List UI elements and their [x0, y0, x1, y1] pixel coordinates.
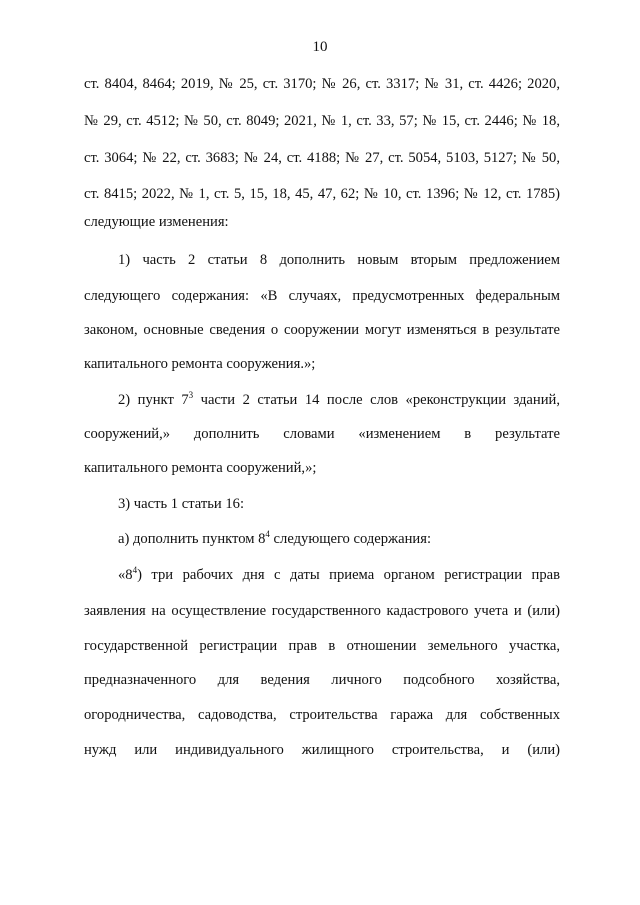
text-line [118, 391, 560, 409]
superscript: 4 [132, 565, 138, 575]
page-number: 10 [312, 39, 328, 55]
text-line: № 29, ст. 4512; № 50, ст. 8049; 2021, № 1, ст. 33, 57; № 15, ст. 2446; № 18, [84, 113, 560, 129]
text-line: ст. 8415; 2022, № 1, ст. 5, 15, 18, 45, 47, 62; № 10, ст. 1396; № 12, ст. 1785) [84, 186, 560, 202]
text-line: капитального ремонта сооружений,»; [84, 460, 317, 476]
text-line: капитального ремонта сооружения.»; [84, 356, 316, 372]
superscript: 3 [188, 390, 194, 400]
text-line [118, 530, 560, 548]
text-line: огородничества, садоводства, строительства гаража для собственных [84, 707, 560, 723]
text-line: следующие изменения: [84, 214, 229, 230]
text-line: нужд или индивидуального жилищного строительства, и (или) [84, 742, 560, 758]
text-fragment: следующего содержания: [269, 531, 432, 547]
text-fragment: ) три рабочих дня с даты приема органом регистрации прав [137, 567, 560, 583]
text-line: государственной регистрации прав в отношении земельного участка, [84, 638, 560, 654]
text-line: ст. 3064; № 22, ст. 3683; № 24, ст. 4188; № 27, ст. 5054, 5103, 5127; № 50, [84, 150, 560, 166]
text-line: 1) часть 2 статьи 8 дополнить новым вторым предложением [118, 252, 560, 268]
text-fragment: а) дополнить пунктом 8 [118, 531, 266, 547]
text-fragment: части 2 статьи 14 после слов «реконструкции зданий, [193, 392, 560, 408]
text-line: законом, основные сведения о сооружении могут изменяться в результате [84, 322, 560, 338]
text-fragment: «8 [118, 567, 133, 583]
text-line: заявления на осуществление государственного кадастрового учета и (или) [84, 603, 560, 619]
text-line: следующего содержания: «В случаях, предусмотренных федеральным [84, 288, 560, 304]
text-line [118, 566, 560, 584]
text-fragment: 2) пункт 7 [118, 392, 189, 408]
text-line: ст. 8404, 8464; 2019, № 25, ст. 3170; № 26, ст. 3317; № 31, ст. 4426; 2020, [84, 76, 560, 92]
text-line: сооружений,» дополнить словами «изменением в результате [84, 426, 560, 442]
text-line: предназначенного для ведения личного подсобного хозяйства, [84, 672, 560, 688]
superscript: 4 [265, 529, 270, 539]
text-line: 3) часть 1 статьи 16: [118, 496, 244, 512]
